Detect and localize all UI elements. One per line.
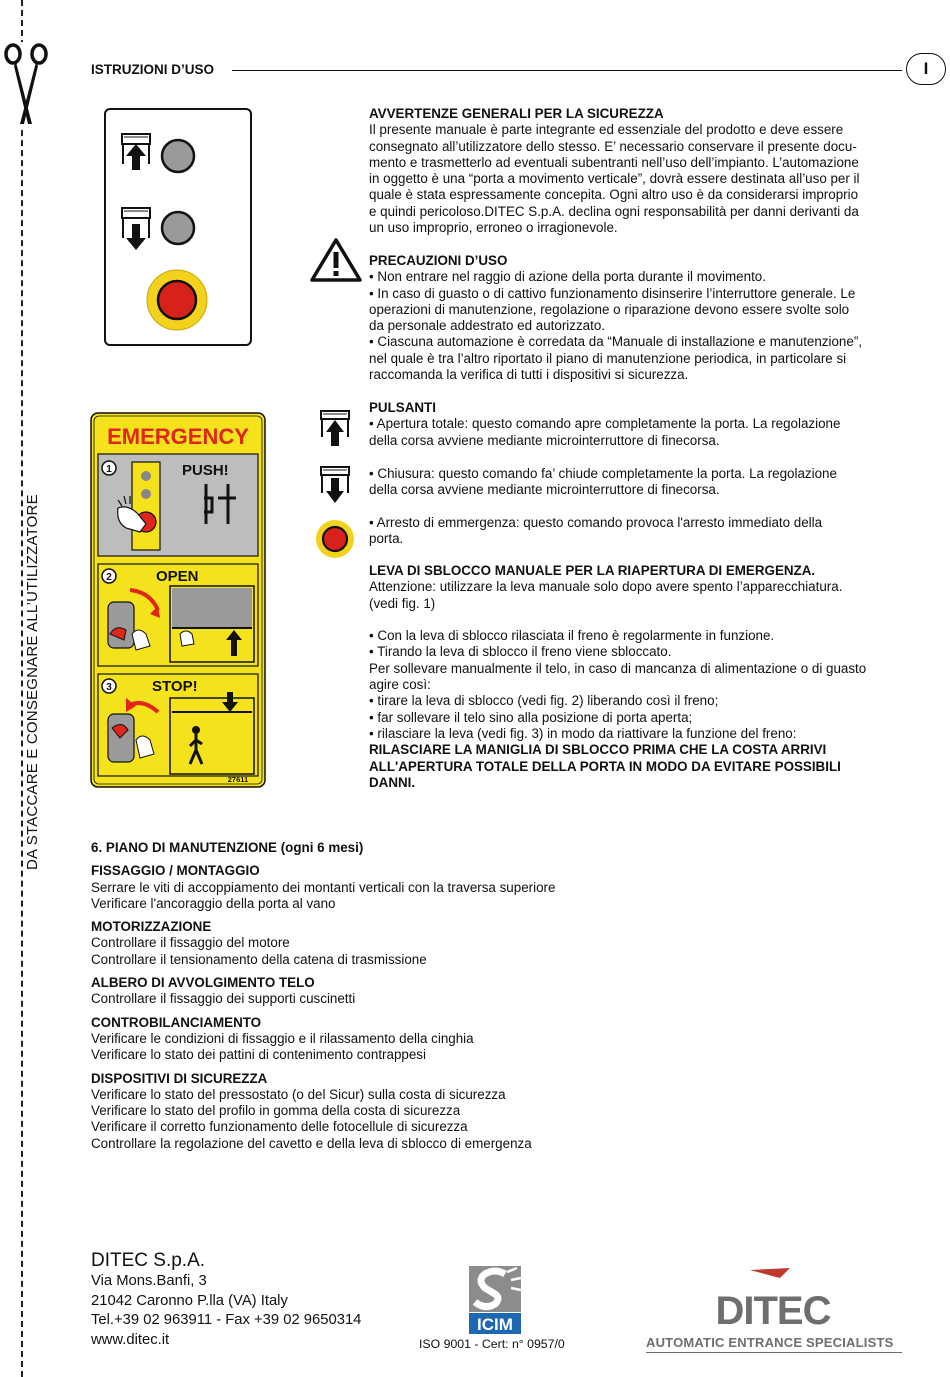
emergency-sticker <box>90 412 266 788</box>
maintenance-line: Serrare le viti di accoppiamento dei montanti verticali con la traversa superiore <box>91 879 556 895</box>
release-lever-section <box>369 563 902 791</box>
icim-text: ICIM <box>477 1315 513 1334</box>
close-button <box>162 212 194 244</box>
open-line: della corsa avviene mediante microinterruttore di finecorsa. <box>369 432 720 448</box>
maintenance-line: Verificare lo stato del profilo in gomma della costa di sicurezza <box>91 1103 461 1119</box>
buttons-section <box>369 400 902 449</box>
precaution-line: nel quale è tra l’altro riportato il piano di manutenzione periodica, in particolare si <box>369 350 847 366</box>
general-line: Il presente manuale è parte integrante ed essenziale del prodotto e deve essere <box>369 122 844 138</box>
maintenance-line: Verificare le condizioni di fissaggio e il rilassamento della cinghia <box>91 1030 474 1046</box>
lever-line: • tirare la leva di sblocco (vedi fig. 2) liberando così il freno; <box>369 693 719 709</box>
control-panel-illustration <box>104 108 252 346</box>
general-line: un uso improprio, erroneo o irragionevole. <box>369 220 618 236</box>
header-rule <box>232 70 902 71</box>
precautions-section <box>369 253 902 383</box>
step1-label: PUSH! <box>182 462 229 479</box>
lever-line: Per sollevare manualmente il telo, in caso di mancanza di alimentazione o di guasto <box>369 660 867 676</box>
maintenance-line: Controllare il fissaggio del motore <box>91 935 290 951</box>
release-lever-title: LEVA DI SBLOCCO MANUALE PER LA RIAPERTURA DI EMERGENZA. <box>369 563 816 578</box>
precautions-title: PRECAUZIONI D’USO <box>369 253 508 268</box>
icim-logo <box>467 1266 523 1336</box>
maintenance-group-title: MOTORIZZAZIONE <box>91 919 212 935</box>
general-line: in oggetto è una “porta a movimento verticale”, dovrà essere destinata all’uso per il <box>369 171 860 187</box>
step2-number: 2 <box>106 572 112 583</box>
maintenance-group-title: DISPOSITIVI DI SICUREZZA <box>91 1070 268 1086</box>
lever-warning-line: RILASCIARE LA MANIGLIA DI SBLOCCO PRIMA CHE LA COSTA ARRIVI <box>369 742 827 758</box>
lever-line: Attenzione: utilizzare la leva manuale solo dopo avere spento l’apparecchiatura. <box>369 579 843 595</box>
control-panel-graphic <box>106 110 250 344</box>
stop-description <box>369 515 902 548</box>
company-name: DITEC S.p.A. <box>91 1250 206 1271</box>
lever-line: • rilasciare la leva (vedi fig. 3) in modo da riattivare la funzione del freno: <box>369 725 797 741</box>
page-title: ISTRUZIONI D’USO <box>91 62 215 77</box>
maintenance-group-title: ALBERO DI AVVOLGIMENTO TELO <box>91 975 315 991</box>
slogan: AUTOMATIC ENTRANCE SPECIALISTS <box>646 1335 894 1350</box>
maintenance-line: Controllare il fissaggio dei supporti cuscinetti <box>91 991 356 1007</box>
open-line: • Apertura totale: questo comando apre completamente la porta. La regolazione <box>369 416 841 432</box>
lever-line: • far sollevare il telo sino alla posizione di porta aperta; <box>369 709 693 725</box>
emergency-stop-icon <box>315 519 355 559</box>
open-symbol-icon <box>122 134 150 170</box>
maintenance-line: Verificare l'ancoraggio della porta al vano <box>91 895 336 911</box>
maintenance-line: Verificare lo stato dei pattini di contenimento contrappesi <box>91 1047 426 1063</box>
warning-icon <box>310 238 362 282</box>
website-link[interactable]: www.ditec.it <box>91 1331 170 1348</box>
stop-line: porta. <box>369 531 404 547</box>
maintenance-group-title: FISSAGGIO / MONTAGGIO <box>91 863 260 879</box>
address-line: Tel.+39 02 963911 - Fax +39 02 9650314 <box>91 1312 362 1329</box>
iso-certification: ISO 9001 - Cert: n° 0957/0 <box>419 1337 565 1351</box>
slogan-rule <box>646 1352 902 1353</box>
close-line: della corsa avviene mediante microinterruttore di finecorsa. <box>369 482 720 498</box>
side-label: DA STACCARE E CONSEGNARE ALL’UTILIZZATORE <box>24 494 41 870</box>
person-icon <box>192 726 200 734</box>
precaution-line: operazioni di manutenzione, regolazione o riparazione devono essere svolte solo <box>369 301 850 317</box>
maintenance-line: Verificare lo stato del pressostato (o del Sicur) sulla costa di sicurezza <box>91 1086 506 1102</box>
general-line: quale è stata espressamente concepita. Ogni altro uso è da considerarsi improprio <box>369 187 859 203</box>
open-icon <box>320 410 350 448</box>
close-description <box>369 466 902 499</box>
general-line: e quindi pericoloso.DITEC S.p.A. declina ogni responsabilità per danni derivanti da <box>369 203 859 219</box>
sticker-title: EMERGENCY <box>107 424 249 449</box>
cut-line <box>21 0 23 1377</box>
section-badge: I <box>906 53 946 85</box>
step2-label: OPEN <box>156 568 199 585</box>
close-symbol-icon <box>122 208 150 250</box>
step3-number: 3 <box>106 682 112 693</box>
general-safety-section <box>369 106 902 236</box>
general-line: consegnato all’utilizzatore dello stesso. E’ necessario conservare il presente docu- <box>369 138 857 154</box>
lever-warning-line: DANNI. <box>369 774 416 790</box>
sticker-code: 27611 <box>227 775 249 784</box>
maintenance-line: Controllare il tensionamento della catena di trasmissione <box>91 951 427 967</box>
maintenance-title: 6. PIANO DI MANUTENZIONE (ogni 6 mesi) <box>91 840 364 855</box>
lever-line: agire così: <box>369 677 431 693</box>
address-line: 21042 Caronno P.lla (VA) Italy <box>91 1292 288 1309</box>
precaution-line: • Ciascuna automazione è corredata da “Manuale di installazione e manutenzione”, <box>369 334 862 350</box>
step3-label: STOP! <box>152 678 198 695</box>
step1-number: 1 <box>106 464 112 475</box>
precaution-line: da personale addestrato ed autorizzato. <box>369 318 605 334</box>
stop-line: • Arresto di emmergenza: questo comando provoca l'arresto immediato della <box>369 515 823 530</box>
buttons-title: PULSANTI <box>369 400 436 415</box>
precaution-line: • In caso di guasto o di cattivo funzionamento disinserire l’interruttore generale. Le <box>369 285 856 301</box>
scissors-icon <box>2 42 50 128</box>
precaution-line: • Non entrare nel raggio di azione della porta durante il movimento. <box>369 269 766 285</box>
lever-warning-line: ALL'APERTURA TOTALE DELLA PORTA IN MODO DA EVITARE POSSIBILI <box>369 758 841 774</box>
spacer <box>369 612 902 628</box>
maintenance-line: Controllare la regolazione del cavetto e della leva di sblocco di emergenza <box>91 1135 532 1151</box>
maintenance-line: Verificare il corretto funzionamento delle fotocellule di sicurezza <box>91 1119 468 1135</box>
ditec-logo <box>715 1268 831 1333</box>
open-button <box>162 140 194 172</box>
general-safety-title: AVVERTENZE GENERALI PER LA SICUREZZA <box>369 106 664 121</box>
close-line: • Chiusura: questo comando fa’ chiude completamente la porta. La regolazione <box>369 466 837 481</box>
maintenance-group-title: CONTROBILANCIAMENTO <box>91 1014 262 1030</box>
lever-line: • Tirando la leva di sblocco il freno viene sbloccato. <box>369 644 672 660</box>
ditec-brand: DITEC <box>715 1289 831 1333</box>
close-icon <box>320 466 350 504</box>
lever-icon <box>108 602 134 648</box>
maintenance-section <box>91 840 651 1152</box>
general-line: mento e trasmetterlo ad eventuali subentranti nell’uso dell’impianto. L’automazione <box>369 154 859 170</box>
lever-line: (vedi fig. 1) <box>369 595 436 611</box>
precaution-line: raccomanda la verifica di tutti i dispositivi si sicurezza. <box>369 367 689 383</box>
lever-line: • Con la leva di sblocco rilasciata il freno è regolarmente in funzione. <box>369 628 775 644</box>
address-line: Via Mons.Banfi, 3 <box>91 1273 207 1289</box>
company-address <box>91 1272 361 1350</box>
